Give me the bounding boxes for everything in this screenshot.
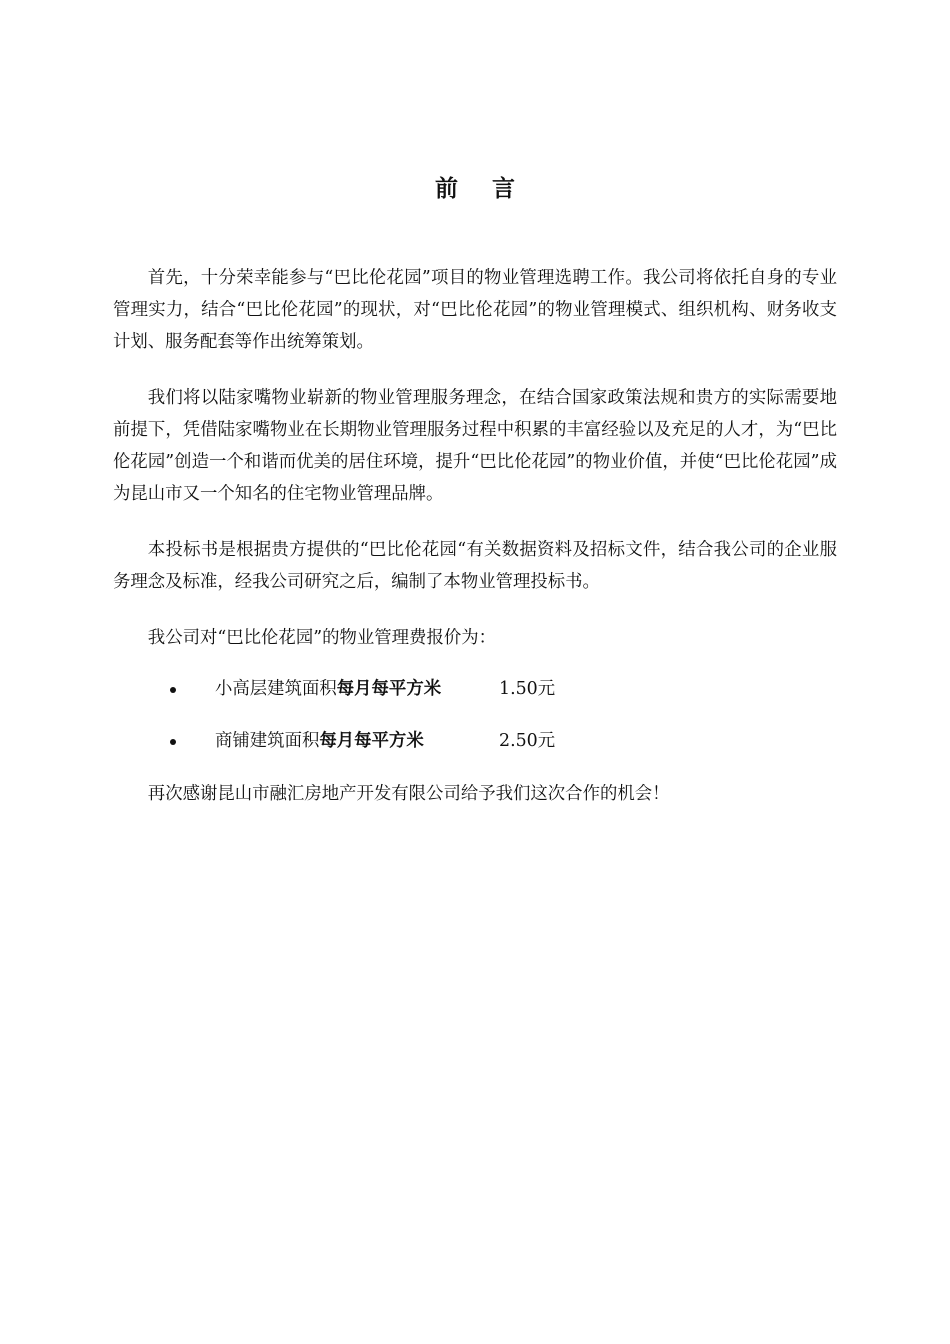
paragraph-price-intro: 我公司对“巴比伦花园”的物业管理费报价为： — [147, 628, 497, 648]
paragraph-basis: 本投标书是根据贵方提供的“巴比伦花园“有关数据资料及招标文件，结合我公司的企业服务理念及标准，经我公司研究之后，编制了本物业管理投标书。 — [113, 540, 837, 592]
price-item — [113, 725, 837, 757]
price-item-label: 商铺建筑面积每月每平方米 — [215, 731, 424, 751]
bullet-dot-icon — [170, 739, 176, 745]
price-item-value: 2.50元 — [499, 731, 556, 751]
paragraph-philosophy: 我们将以陆家嘴物业崭新的物业管理服务理念，在结合国家政策法规和贵方的实际需要地前提下，凭借陆家嘴物业在长期物业管理服务过程中积累的丰富经验以及充足的人才，为“巴比伦花园”创造一个和谐而优美的居住环境，提升“巴比伦花园”的物业价值，并使“巴比伦花园”成为昆山市又一个知名的住宅物业管理品牌。 — [113, 388, 837, 504]
paragraph-intro: 首先，十分荣幸能参与“巴比伦花园”项目的物业管理选聘工作。我公司将依托自身的专业管理实力，结合“巴比伦花园”的现状，对“巴比伦花园”的物业管理模式、组织机构、财务收支计划、服务配套等作出统筹策划。 — [113, 268, 837, 352]
paragraph-closing: 再次感谢昆山市融汇房地产开发有限公司给予我们这次合作的机会！ — [147, 784, 670, 804]
price-item-label: 小高层建筑面积每月每平方米 — [215, 679, 442, 699]
price-item-value: 1.50元 — [499, 679, 556, 699]
price-item — [113, 673, 837, 705]
bullet-dot-icon — [170, 687, 176, 693]
title-char-2: 言 — [492, 175, 515, 202]
page-title — [0, 170, 950, 203]
title-char-1: 前 — [435, 175, 458, 202]
